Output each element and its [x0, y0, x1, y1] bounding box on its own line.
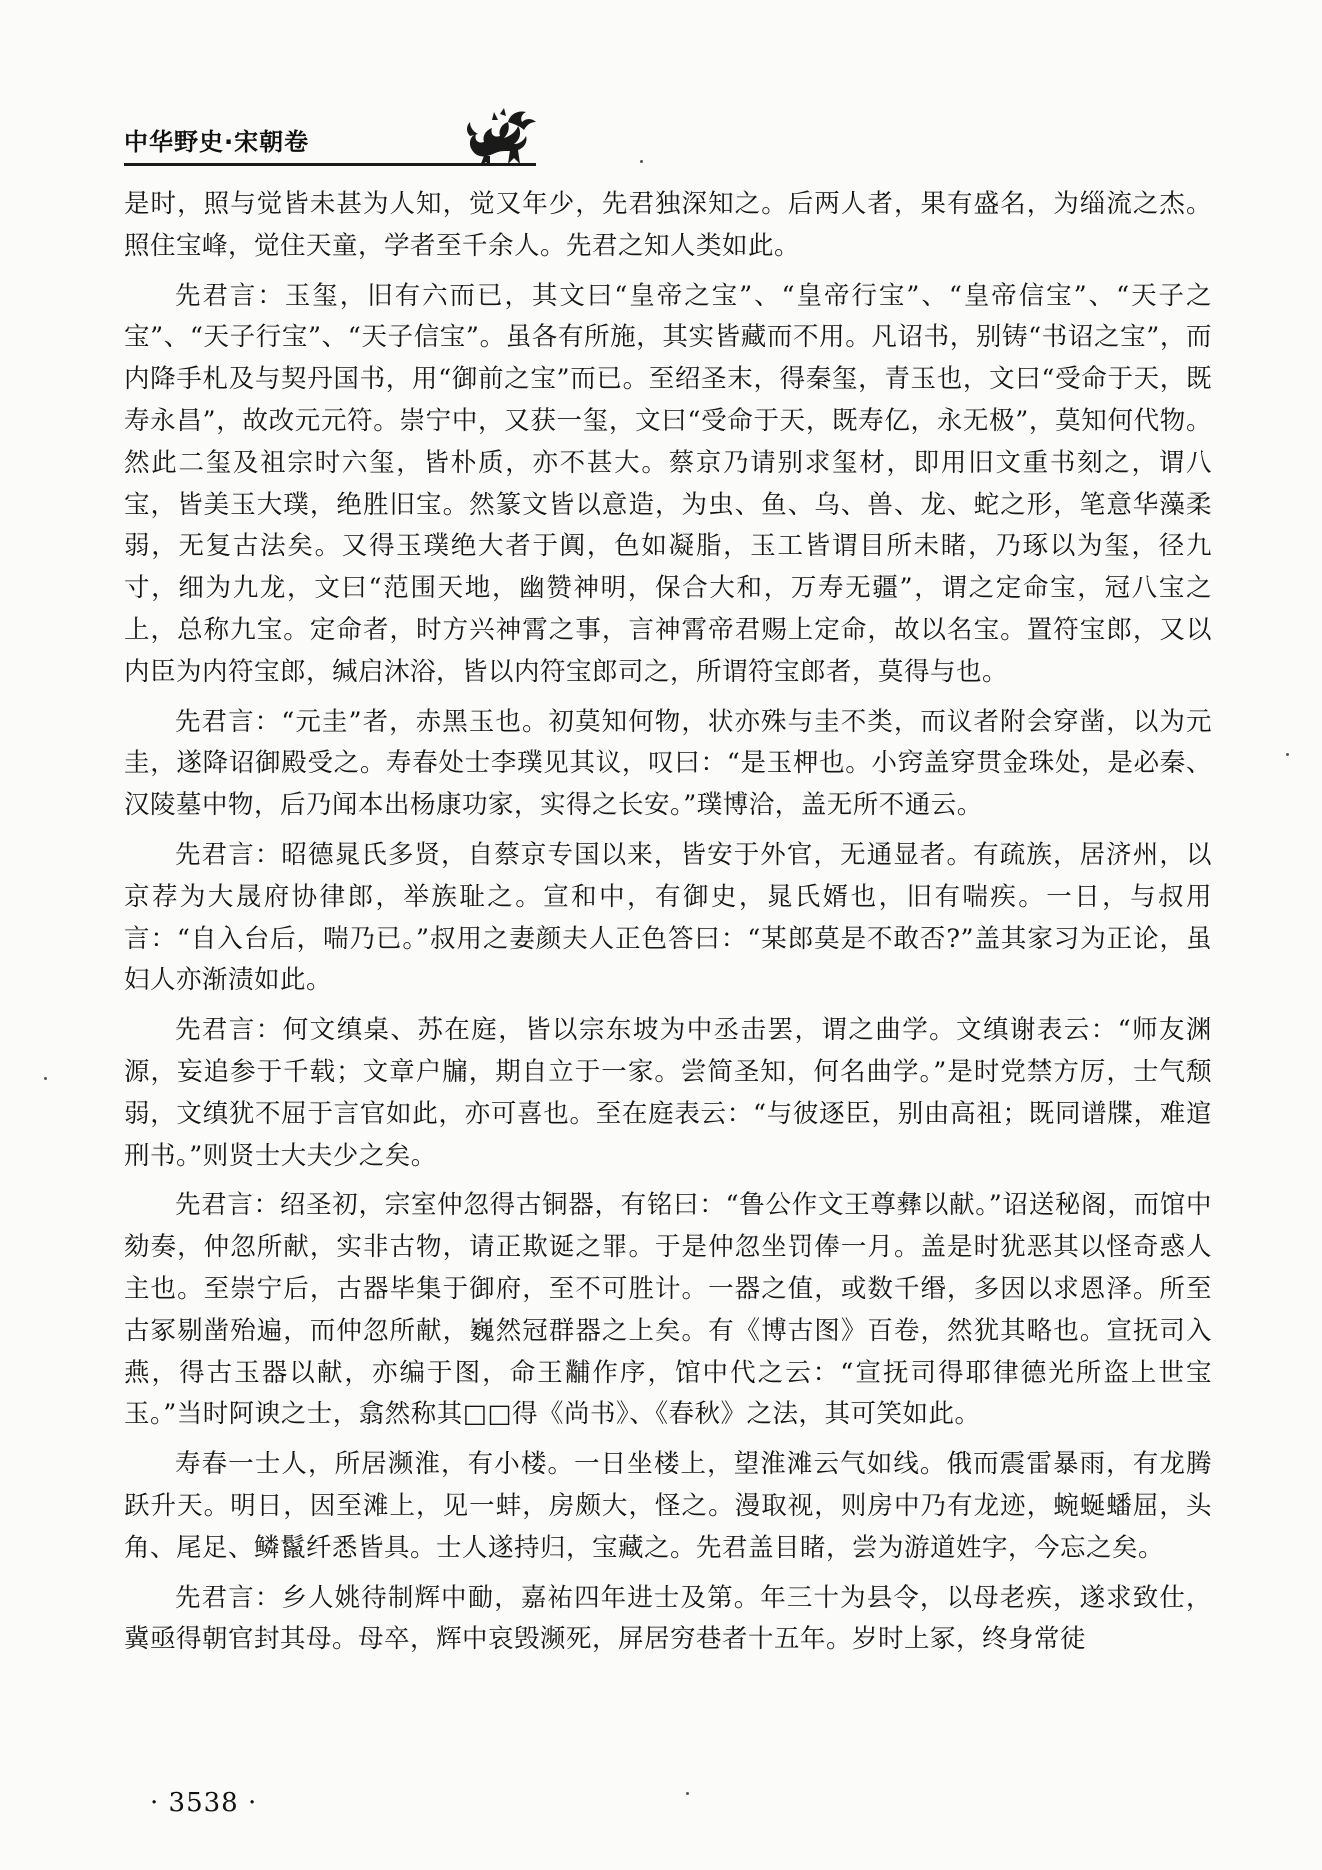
- header-rule: [124, 163, 536, 166]
- dragon-emblem-icon: [464, 106, 540, 168]
- page-number: · 3538 ·: [150, 1788, 258, 1818]
- page-header: [124, 112, 1230, 168]
- paragraph: 先君言：绍圣初，宗室仲忽得古铜器，有铭曰：“鲁公作文王尊彝以献。”诏送秘阁，而馆中劾奏，仲忽所献，实非古物，请正欺诞之罪。于是仲忽坐罚俸一月。盖是时犹恶其以怪奇惑人主也。至崇宁后，古器毕集于御府，至不可胜计。一器之值，或数千缗，多因以求恩泽。所至古冢剔凿殆遍，而仲忽所献，巍然冠群器之上矣。有《博古图》百卷，然犹其略也。宣抚司入燕，得古玉器以献，亦编于图，命王黼作序，馆中代之云：“宣抚司得耶律德光所盗上世宝玉。”当时阿谀之士，翕然称其□□得《尚书》、《春秋》之法，其可笑如此。: [124, 1190, 1212, 1430]
- scan-speck: [640, 160, 643, 163]
- scan-speck: [44, 1077, 47, 1080]
- page-body: [124, 184, 1212, 1669]
- paragraph: 先君言：乡人姚待制辉中勔，嘉祐四年进士及第。年三十为县令，以母老疾，遂求致仕，冀亟得朝官封其母。母卒，辉中哀毁濒死，屏居穷巷者十五年。岁时上冢，终身常徒: [124, 1582, 1212, 1655]
- paragraph: 是时，照与觉皆未甚为人知，觉又年少，先君独深知之。后两人者，果有盛名，为缁流之杰。照住宝峰，觉住天童，学者至千余人。先君之知人类如此。: [124, 189, 1212, 261]
- paragraph: 先君言：“元圭”者，赤黑玉也。初莫知何物，状亦殊与圭不类，而议者附会穿凿，以为元圭，遂降诏御殿受之。寿春处士李璞见其议，叹曰：“是玉柙也。小窍盖穿贯金珠处，是必秦、汉陵墓中物，后乃闻本出杨康功家，实得之长安。”璞博洽，盖无所不通云。: [124, 706, 1212, 821]
- paragraph: 先君言：何文缜桌、苏在庭，皆以宗东坡为中丞击罢，谓之曲学。文缜谢表云：“师友渊源，妄追参于千载；文章户牖，期自立于一家。尝简圣知，何名曲学。”是时党禁方厉，士气颓弱，文缜犹不屈于言官如此，亦可喜也。至在庭表云：“与彼逐臣，别由高祖；既同谱牒，难逭刑书。”则贤士大夫少之矣。: [124, 1015, 1212, 1171]
- scan-speck: [686, 1792, 689, 1795]
- paragraph: 寿春一士人，所居濒淮，有小楼。一日坐楼上，望淮滩云气如线。俄而震雷暴雨，有龙腾跃升天。明日，因至滩上，见一蚌，房颇大，怪之。漫取视，则房中乃有龙迹，蜿蜒蟠屈，头角、尾足、鳞鬣纤悉皆具。士人遂持归，宝藏之。先君盖目睹，尝为游道姓字，今忘之矣。: [124, 1449, 1212, 1563]
- paragraph: 先君言：玉玺，旧有六而已，其文曰“皇帝之宝”、“皇帝行宝”、“皇帝信宝”、“天子之宝”、“天子行宝”、“天子信宝”。虽各有所施，其实皆藏而不用。凡诏书，别铸“书诏之宝”，而内降手札及与契丹国书，用“御前之宝”而已。至绍圣末，得秦玺，青玉也，文曰“受命于天，既寿永昌”，故改元元符。崇宁中，又获一玺，文曰“受命于天，既寿亿，永无极”，莫知何代物。然此二玺及祖宗时六玺，皆朴质，亦不甚大。蔡京乃请别求玺材，即用旧文重书刻之，谓八宝，皆美玉大璞，绝胜旧宝。然篆文皆以意造，为虫、鱼、乌、兽、龙、蛇之形，笔意华藻柔弱，无复古法矣。又得玉璞绝大者于阗，色如凝脂，玉工皆谓目所未睹，乃琢以为玺，径九寸，细为九龙，文曰“范围天地，幽赞神明，保合大和，万寿无疆”，谓之定命宝，冠八宝之上，总称九宝。定命者，时方兴神霄之事，言神霄帝君赐上定命，故以名宝。置符宝郎，又以内臣为内符宝郎，缄启沐浴，皆以内符宝郎司之，所谓符宝郎者，莫得与也。: [124, 280, 1212, 687]
- paragraph: 先君言：昭德晁氏多贤，自蔡京专国以来，皆安于外官，无通显者。有疏族，居济州，以京荐为大晟府协律郎，举族耻之。宣和中，有御史，晁氏婿也，旧有喘疾。一日，与叔用言：“自入台后，喘乃已。”叔用之妻颜夫人正色答曰：“某郎莫是不敢否?”盖其家习为正论，虽妇人亦渐渍如此。: [124, 839, 1212, 996]
- scan-speck: [1286, 753, 1289, 756]
- running-head-title: 中华野史·宋朝卷: [124, 128, 310, 156]
